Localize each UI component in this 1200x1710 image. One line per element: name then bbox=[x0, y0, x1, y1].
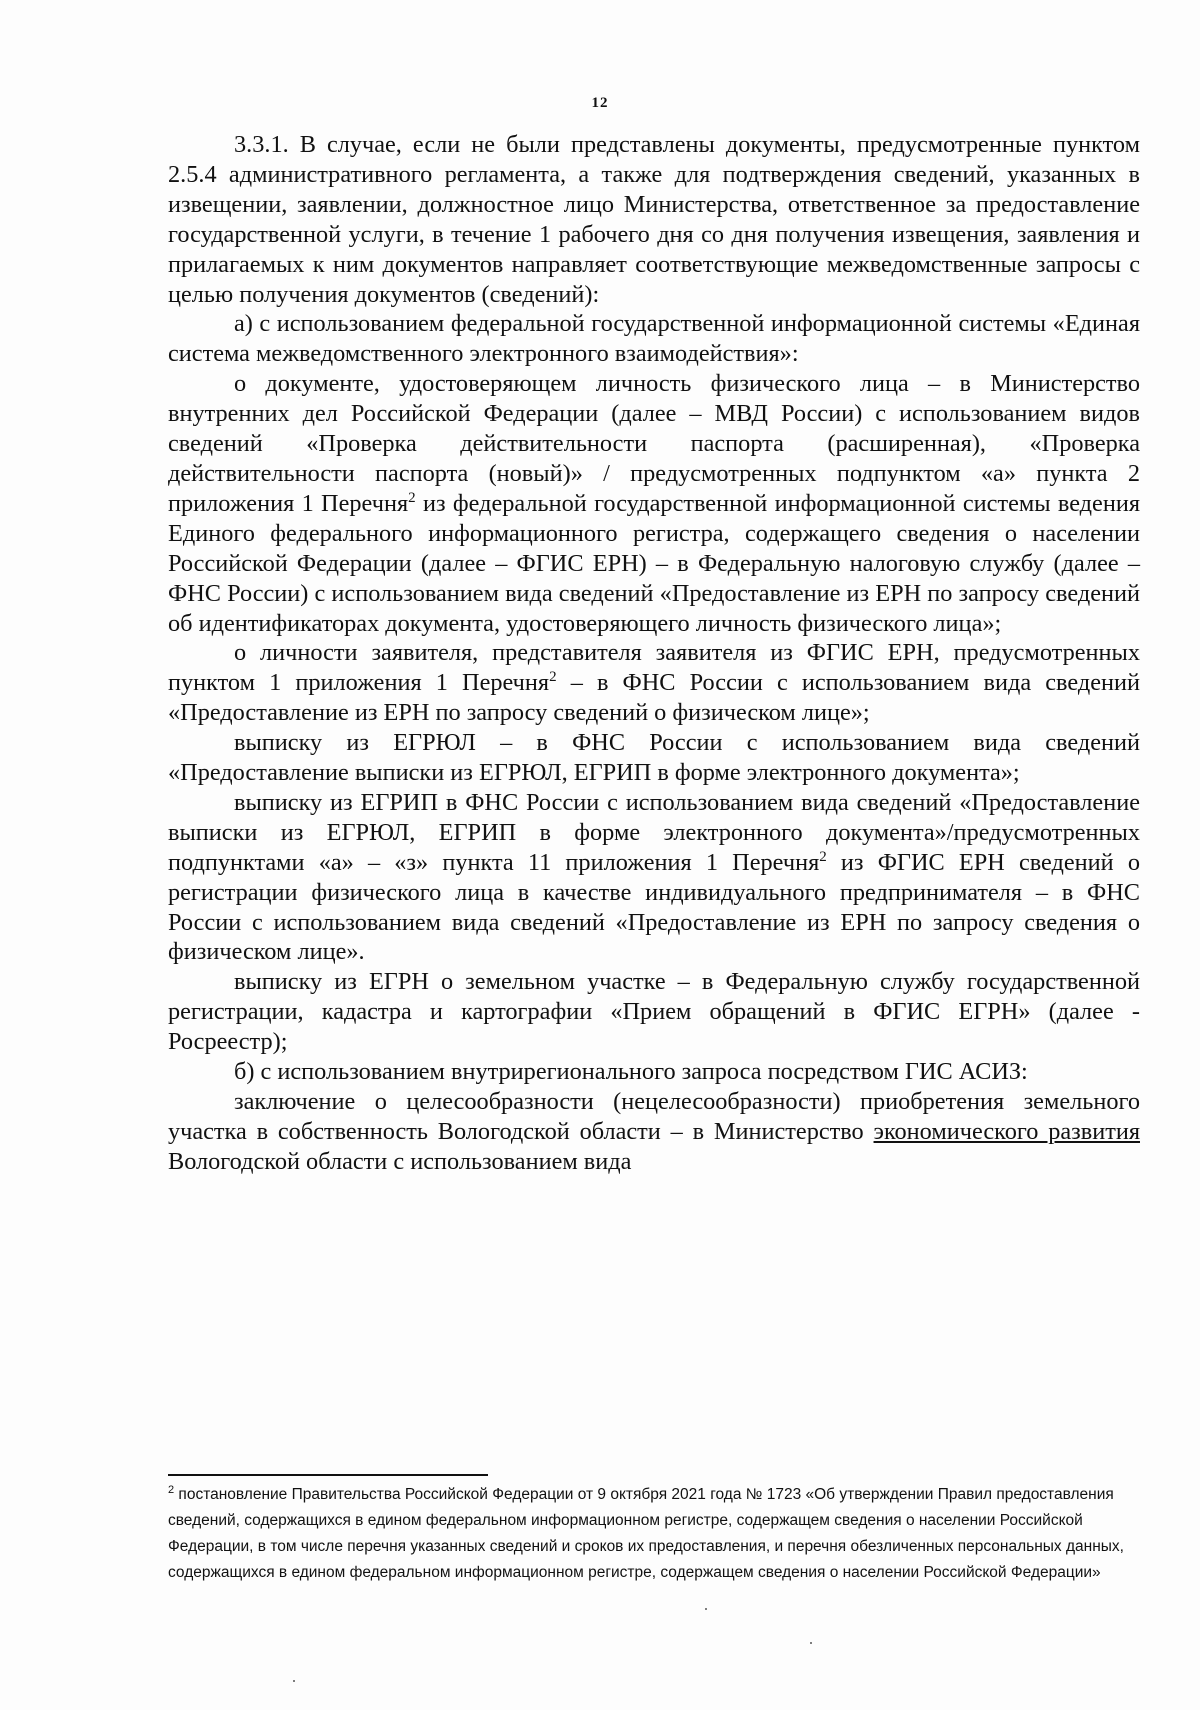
scan-speck bbox=[293, 1680, 295, 1682]
paragraph-text: о документе, удостоверяющем личность физического лица – в Министерство внутренних дел Российской Федерации (далее – МВД России) с использованием видов сведений «Проверка действительности паспорта (расширенная), «Проверка действительности паспорта (новый)» / предусмотренных подпунктом «а» пункта 2 приложения 1 Перечня bbox=[168, 370, 1140, 517]
paragraph-text: Вологодской области с использованием вида bbox=[168, 1147, 632, 1175]
footnote-marker: 2 bbox=[168, 1483, 175, 1496]
paragraph-identity-document bbox=[168, 369, 1140, 638]
footnote-separator bbox=[168, 1474, 488, 1476]
footnote-ref: 2 bbox=[819, 848, 827, 865]
footnote-text: постановление Правительства Российской Федерации от 9 октября 2021 года № 1723 «Об утверждении Правил предоставления сведений, содержащихся в едином федеральном информационном регистре, содержащем сведения о населении Российской Федерации, в том числе перечня указанных сведений и сроков их предоставления, и перечня обезличенных персональных данных, содержащихся в едином федеральном информационном регистре, содержащем сведения о населении Российской Федерации» bbox=[168, 1486, 1124, 1581]
scan-speck bbox=[705, 1608, 707, 1610]
paragraph-text: из федеральной государственной информационной системы ведения Единого федерального информационного регистра, содержащего сведения о населении Российской Федерации (далее – ФГИС ЕРН) – в Федеральную налоговую службу (далее – ФНС России) с использованием вида сведений «Предоставление из ЕРН по запросу сведений об идентификаторах документа, удостоверяющего личность физического лица»; bbox=[168, 489, 1141, 637]
paragraph-text: о личности заявителя, представителя заявителя из ФГИС ЕРН, предусмотренных пунктом 1 приложения 1 Перечня bbox=[168, 639, 1140, 697]
underlined-text: экономического развития bbox=[873, 1117, 1140, 1145]
footnote-ref: 2 bbox=[549, 669, 557, 686]
paragraph-text: выписку из ЕГРИП в ФНС России с использованием вида сведений «Предоставление выписки из ЕГРЮЛ, ЕГРИП в форме электронного документа»/предусмотренных подпунктами «а» – «з» пункта 11 приложения 1 Перечня bbox=[168, 788, 1140, 876]
page-number: 12 bbox=[591, 95, 609, 111]
paragraph-text: – в ФНС России с использованием вида сведений «Предоставление из ЕРН по запросу сведений о физическом лице»; bbox=[168, 669, 1140, 727]
paragraph-egrip-extract bbox=[168, 788, 1140, 967]
footnote bbox=[168, 1482, 1140, 1586]
paragraph-item-a: а) с использованием федеральной государственной информационной системы «Единая система межведомственного электронного взаимодействия»: bbox=[168, 310, 1140, 368]
paragraph-egrn-extract: выписку из ЕГРН о земельном участке – в Федеральную службу государственной регистрации, кадастра и картографии «Прием обращений в ФГИС ЕГРН» (далее - Росреестр); bbox=[168, 968, 1140, 1056]
paragraph-item-b: б) с использованием внутрирегионального запроса посредством ГИС АСИЗ: bbox=[234, 1058, 1028, 1086]
paragraph-text: из ФГИС ЕРН сведений о регистрации физического лица в качестве индивидуального предпринимателя – в ФНС России с использованием вида сведений «Предоставление из ЕРН по запросу сведения о физическом лице». bbox=[168, 848, 1141, 966]
scan-speck bbox=[810, 1642, 812, 1644]
paragraph-text: заключение о целесообразности (нецелесообразности) приобретения земельного участка в собственность Вологодской области – в Министерство bbox=[168, 1088, 1140, 1145]
paragraph-applicant-identity bbox=[168, 638, 1140, 728]
document-body bbox=[168, 130, 1140, 1177]
paragraph-expediency-conclusion bbox=[168, 1087, 1140, 1177]
footnote-ref: 2 bbox=[408, 489, 416, 506]
paragraph-egrul-extract: выписку из ЕГРЮЛ – в ФНС России с использованием вида сведений «Предоставление выписки из ЕГРЮЛ, ЕГРИП в форме электронного документа»; bbox=[168, 729, 1140, 787]
paragraph-3-3-1: 3.3.1. В случае, если не были представлены документы, предусмотренные пунктом 2.5.4 административного регламента, а также для подтверждения сведений, указанных в извещении, заявлении, должностное лицо Министерства, ответственное за предоставление государственной услуги, в течение 1 рабочего дня со дня получения извещения, заявления и прилагаемых к ним документов направляет соответствующие межведомственные запросы с целью получения документов (сведений): bbox=[168, 131, 1140, 308]
